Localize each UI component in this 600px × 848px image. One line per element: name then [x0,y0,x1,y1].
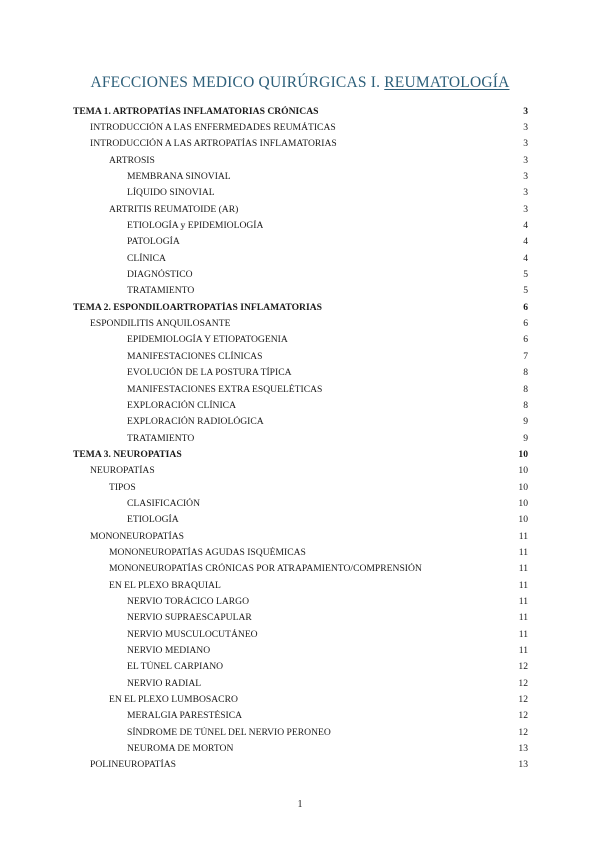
toc-entry[interactable] [73,168,528,184]
toc-entry-label: SÍNDROME DE TÚNEL DEL NERVIO PERONEO [127,726,331,738]
toc-entry[interactable] [73,234,528,250]
toc-entry-page: 10 [518,497,528,509]
toc-entry[interactable] [73,577,528,593]
toc-entry[interactable] [73,136,528,152]
toc-entry-page: 9 [523,416,528,428]
toc-entry[interactable] [73,365,528,381]
toc-entry[interactable] [73,119,528,135]
toc-entry[interactable] [73,152,528,168]
toc-entry-label: TIPOS [109,481,136,493]
toc-entry-label: CLASIFICACIÓN [127,497,201,509]
toc-entry-page: 4 [523,252,528,264]
toc-entry-label: POLINEUROPATÍAS [90,759,177,771]
toc-entry-label: TEMA 2. ESPONDILOARTROPATÍAS INFLAMATORIAS [73,301,322,313]
document-title-main: AFECCIONES MEDICO QUIRÚRGICAS I. [90,74,385,91]
toc-entry-label: MANIFESTACIONES CLÍNICAS [127,350,263,362]
toc-entry-label: LÍQUIDO SINOVIAL [127,187,215,199]
toc-entry[interactable] [73,724,528,740]
toc-entry-page: 3 [523,154,528,166]
toc-entry[interactable] [73,528,528,544]
toc-entry[interactable] [73,479,528,495]
toc-entry-label: PATOLOGÍA [127,236,180,248]
toc-entry[interactable] [73,675,528,691]
toc-entry-label: MONONEUROPATÍAS AGUDAS ISQUÉMICAS [109,546,306,558]
toc-entry[interactable] [73,332,528,348]
toc-entry-label: TRATAMIENTO [127,285,195,297]
toc-entry-page: 11 [518,546,528,558]
toc-entry[interactable] [73,348,528,364]
toc-entry-label: ETIOLOGÍA [127,514,179,526]
toc-entry[interactable] [73,299,528,315]
toc-entry[interactable] [73,397,528,413]
toc-entry-page: 10 [518,514,528,526]
toc-entry-label: EPIDEMIOLOGÍA Y ETIOPATOGENIA [127,334,288,346]
toc-entry-label: NEUROPATÍAS [90,465,155,477]
toc-entry-label: EXPLORACIÓN CLÍNICA [127,399,236,411]
toc-entry[interactable] [73,659,528,675]
toc-entry[interactable] [73,266,528,282]
table-of-contents [73,103,528,773]
toc-entry-label: MONONEUROPATÍAS CRÓNICAS POR ATRAPAMIENTO/COMPRENSIÓN [109,563,422,575]
toc-entry-page: 3 [523,187,528,199]
toc-entry-page: 3 [523,138,528,150]
toc-entry-page: 12 [518,661,528,673]
toc-entry-page: 12 [518,710,528,722]
document-title [0,74,600,92]
toc-entry-label: ARTROSIS [109,154,155,166]
toc-entry-page: 13 [518,759,528,771]
toc-entry[interactable] [73,691,528,707]
document-title-link[interactable]: REUMATOLOGÍA [384,74,510,91]
toc-entry-page: 4 [523,236,528,248]
toc-entry[interactable] [73,217,528,233]
toc-entry[interactable] [73,430,528,446]
toc-entry-label: EL TÚNEL CARPIANO [127,661,224,673]
toc-entry-page: 11 [518,595,528,607]
toc-entry-page: 3 [523,105,528,117]
toc-entry-label: NERVIO MUSCULOCUTÁNEO [127,628,258,640]
toc-entry-label: MANIFESTACIONES EXTRA ESQUELÉTICAS [127,383,323,395]
toc-entry-page: 10 [518,481,528,493]
toc-entry-page: 5 [523,285,528,297]
toc-entry-page: 13 [518,743,528,755]
toc-entry-label: EN EL PLEXO LUMBOSACRO [109,694,238,706]
toc-entry[interactable] [73,414,528,430]
toc-entry-label: ESPONDILITIS ANQUILOSANTE [90,318,231,330]
toc-entry-page: 4 [523,220,528,232]
toc-entry-page: 3 [523,122,528,134]
toc-entry[interactable] [73,610,528,626]
toc-entry-page: 7 [523,350,528,362]
toc-entry-page: 8 [523,383,528,395]
toc-entry-page: 11 [518,563,528,575]
toc-entry-page: 3 [523,171,528,183]
toc-entry[interactable] [73,185,528,201]
toc-entry-page: 12 [518,726,528,738]
toc-entry-label: NERVIO RADIAL [127,677,202,689]
toc-entry-label: EVOLUCIÓN DE LA POSTURA TÍPICA [127,367,292,379]
toc-entry-label: MERALGIA PARESTÉSICA [127,710,243,722]
toc-entry-page: 11 [518,645,528,657]
toc-entry-page: 11 [518,530,528,542]
toc-entry-page: 8 [523,399,528,411]
toc-entry-label: CLÍNICA [127,252,166,264]
toc-entry-page: 11 [518,628,528,640]
page-number: 1 [297,799,303,810]
toc-entry-label: EN EL PLEXO BRAQUIAL [109,579,221,591]
toc-entry[interactable] [73,250,528,266]
toc-entry-page: 10 [518,465,528,477]
toc-entry[interactable] [73,283,528,299]
toc-entry-label: DIAGNÓSTICO [127,269,193,281]
toc-entry-page: 9 [523,432,528,444]
toc-entry[interactable] [73,626,528,642]
toc-entry-label: TRATAMIENTO [127,432,195,444]
toc-entry[interactable] [73,495,528,511]
toc-entry-label: INTRODUCCIÓN A LAS ENFERMEDADES REUMÁTICAS [90,122,336,134]
toc-entry-label: NEUROMA DE MORTON [127,743,234,755]
toc-entry-label: NERVIO SUPRAESCAPULAR [127,612,252,624]
toc-entry-page: 6 [523,318,528,330]
toc-entry[interactable] [73,708,528,724]
toc-entry[interactable] [73,642,528,658]
toc-entry-label: NERVIO TORÁCICO LARGO [127,595,250,607]
toc-entry-label: TEMA 3. NEUROPATIAS [73,448,182,460]
toc-entry[interactable] [73,561,528,577]
toc-entry-label: INTRODUCCIÓN A LAS ARTROPATÍAS INFLAMATORIAS [90,138,337,150]
toc-entry-label: NERVIO MEDIANO [127,645,211,657]
toc-entry[interactable] [73,201,528,217]
toc-entry[interactable] [73,512,528,528]
toc-entry-page: 5 [523,269,528,281]
toc-entry-page: 11 [518,579,528,591]
toc-entry-label: TEMA 1. ARTROPATÍAS INFLAMATORIAS CRÓNICAS [73,105,319,117]
toc-entry-page: 10 [518,448,528,460]
toc-entry[interactable] [73,103,528,119]
toc-entry[interactable] [73,593,528,609]
toc-entry[interactable] [73,463,528,479]
toc-entry-page: 12 [518,694,528,706]
toc-entry-label: ARTRITIS REUMATOIDE (AR) [109,203,239,215]
toc-entry-page: 6 [523,301,528,313]
toc-entry-page: 12 [518,677,528,689]
toc-entry-page: 8 [523,367,528,379]
toc-entry-page: 11 [518,612,528,624]
toc-entry[interactable] [73,544,528,560]
toc-entry[interactable] [73,740,528,756]
toc-entry-label: MEMBRANA SINOVIAL [127,171,231,183]
toc-entry-page: 3 [523,203,528,215]
toc-entry[interactable] [73,381,528,397]
toc-entry-label: MONONEUROPATÍAS [90,530,184,542]
toc-entry[interactable] [73,757,528,773]
toc-entry-label: EXPLORACIÓN RADIOLÓGICA [127,416,264,428]
toc-entry-page: 6 [523,334,528,346]
toc-entry[interactable] [73,446,528,462]
toc-entry[interactable] [73,315,528,331]
toc-entry-label: ETIOLOGÍA y EPIDEMIOLOGÍA [127,220,264,232]
